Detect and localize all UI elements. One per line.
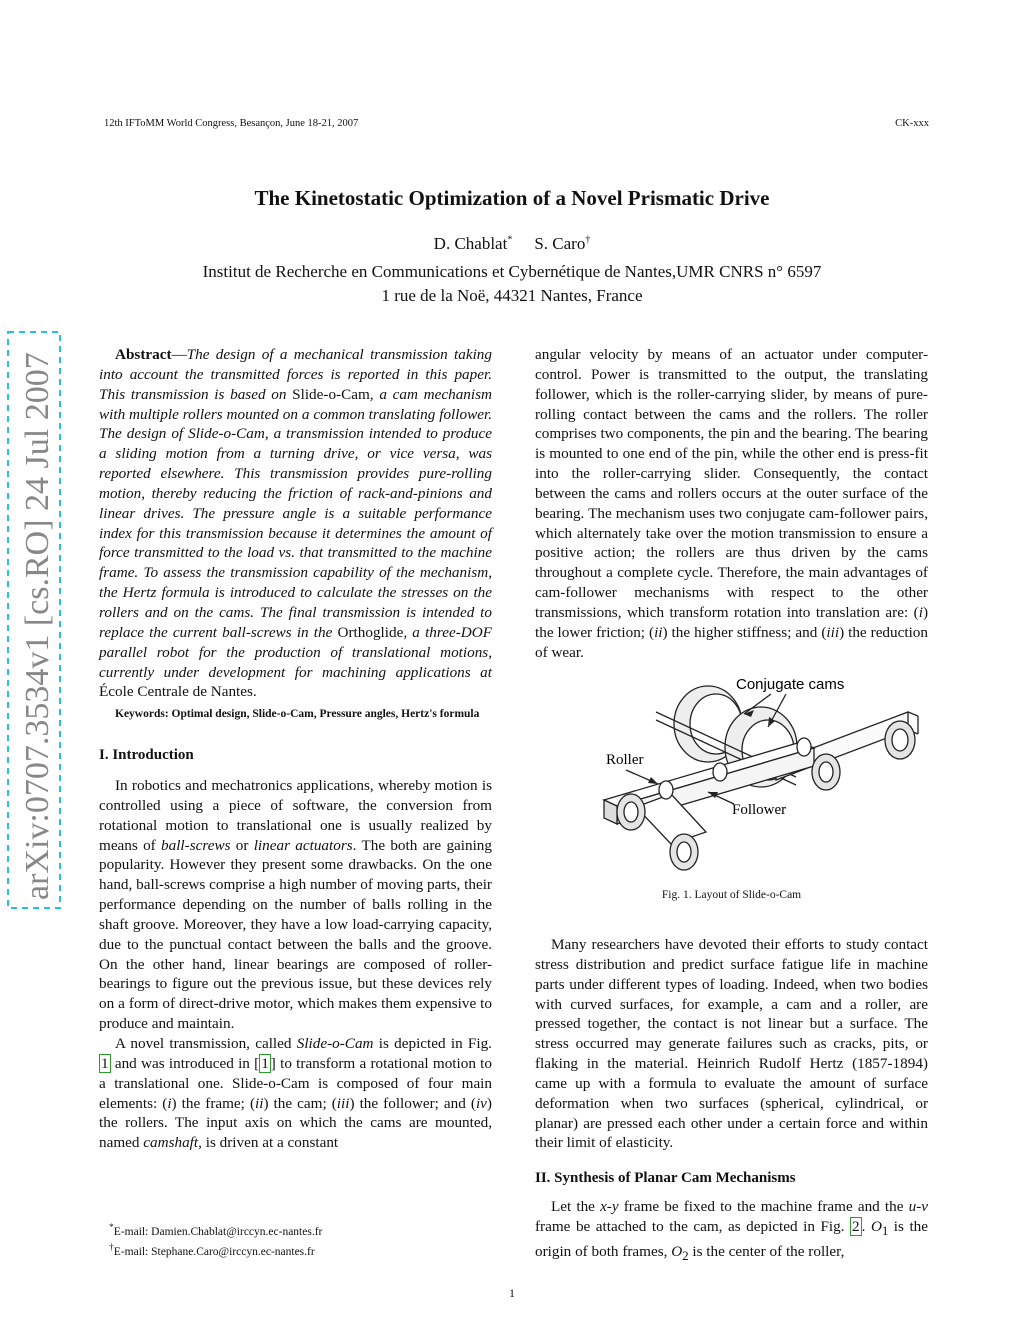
paragraph bbox=[535, 1197, 928, 1267]
text-run: x-y bbox=[600, 1198, 619, 1216]
paragraph: Many researchers have devoted their efforts to study contact stress distribution and predict surface fatigue life in machine parts under different types of loading. Indeed, when two bodies with curved surfaces, for example, a cam and a roller, are pressed together, the contact is not linear but a surface. The stress occurred may generate failures such as cracks, pits, or flaking in the material. Heinrich Rudolf Hertz (1857-1894) came up with a formula to evaluate the amount of surface deformation when two surfaces (spherical, cylindrical, or planar) are pressed each other under a certain force and within their limit of elasticity. bbox=[535, 936, 928, 1152]
abstract bbox=[99, 345, 492, 702]
citation-link[interactable]: 1 bbox=[261, 1054, 269, 1072]
footnote-text: E-mail: Damien.Chablat@irccyn.ec-nantes.fr bbox=[113, 1225, 323, 1238]
text-run: . bbox=[861, 1217, 871, 1235]
author-mark: * bbox=[507, 234, 513, 246]
text-run: 2 bbox=[682, 1248, 689, 1263]
author-caro: S. Caro bbox=[534, 234, 586, 253]
arxiv-stamp-text: arXiv:0707.3534v1 [cs.RO] 24 Jul 2007 bbox=[19, 352, 56, 900]
paragraph bbox=[99, 1034, 492, 1153]
text-run: ] to transform a rotational motion to a translational one. Slide-o-Cam is composed of four main elements: ( bbox=[99, 1054, 492, 1112]
text-run: linear actuators bbox=[253, 836, 353, 854]
abstract-text: École Centrale de Nantes bbox=[99, 683, 253, 701]
authors bbox=[0, 234, 1024, 254]
section-heading: I. Introduction bbox=[99, 747, 194, 764]
abstract-text: , a three-DOF parallel robot for the production of translational motions, currently under development for machining applications at bbox=[99, 623, 492, 681]
figure-slide-o-cam bbox=[596, 672, 936, 884]
label-roller: Roller bbox=[606, 752, 644, 768]
text-run: iv bbox=[475, 1094, 487, 1112]
text-run: camshaft bbox=[143, 1134, 199, 1152]
text-run: i bbox=[167, 1094, 172, 1112]
affiliation: Institut de Recherche en Communications et Cybernétique de Nantes,UMR CNRS n° 6597 bbox=[202, 262, 822, 281]
page-number: 1 bbox=[509, 1286, 515, 1300]
text-run: . The both are gaining popularity. However they present some drawbacks. On the one hand, ball-screws comprise a high number of moving parts, their performance depending on the number of balls rolling in the shaft groove. Moreover, they have a low load-carrying capacity, due to the punctual contact between the balls and the groove. On the other hand, linear bearings are composed of roller-bearings to figure out the previous issue, but these devices rely on a form of direct-drive motor, which makes them expensive to produce and maintain. bbox=[99, 836, 492, 1033]
abstract-text: , a cam mechanism with multiple rollers mounted on a common translating follower. The design of Slide-o-Cam, a transmission intended to produce a sliding motion from a turning drive, or vice versa, was reported elsewhere. This transmission provides pure-rolling motion, thereby reducing the friction of rack-and-pinions and linear drives. The pressure angle is a suitable performance index for this transmission because it determines the amount of force transmitted to the load vs. that transmitted to the machine frame. To assess the transmission capability of the mechanism, the Hertz formula is introduced to calculate the stresses on the rollers and on the cams. The final transmission is intended to replace the current ball-screws in the bbox=[99, 385, 492, 641]
conference-header: 12th IFToMM World Congress, Besançon, June 18-21, 2007 bbox=[104, 118, 359, 129]
footnotes bbox=[99, 1220, 492, 1260]
text-run: ) the cam; ( bbox=[263, 1094, 337, 1112]
text-run: ) the higher stiffness; and ( bbox=[662, 623, 827, 641]
text-run: iii bbox=[826, 623, 840, 641]
text-run: Let the bbox=[551, 1198, 601, 1216]
text-run: ball-screws bbox=[161, 836, 231, 854]
text-run: In robotics and mechatronics applications, whereby motion is controlled using a piece of software, the conversion from rotational motion to translational one is usually realized by means of bbox=[99, 777, 492, 854]
text-run: O bbox=[671, 1242, 683, 1260]
text-run: 1 bbox=[881, 1224, 889, 1238]
text-run: A novel transmission, called bbox=[115, 1035, 297, 1052]
abstract-text: Orthoglide bbox=[337, 623, 404, 641]
text-run: is the origin of both frames, bbox=[535, 1217, 929, 1260]
text-run: i bbox=[918, 603, 923, 621]
abstract-text: . bbox=[252, 683, 257, 701]
text-run: ii bbox=[654, 623, 663, 641]
text-run: ) the frame; ( bbox=[171, 1094, 255, 1112]
address: 1 rue de la Noë, 44321 Nantes, France bbox=[381, 286, 643, 305]
section-heading: II. Synthesis of Planar Cam Mechanisms bbox=[535, 1170, 796, 1187]
keywords bbox=[99, 707, 492, 722]
text-run: ) the lower friction; ( bbox=[535, 603, 928, 641]
footnote-mark: † bbox=[109, 1241, 114, 1253]
footnote-mark: * bbox=[109, 1222, 114, 1233]
text-run: is depicted in Fig. bbox=[373, 1035, 492, 1052]
text-run: O bbox=[870, 1217, 882, 1235]
footnote-text: E-mail: Stephane.Caro@irccyn.ec-nantes.fr bbox=[113, 1245, 315, 1258]
text-run: is the center of the roller, bbox=[688, 1242, 845, 1260]
arxiv-stamp bbox=[6, 330, 62, 910]
figure-caption: Fig. 1. Layout of Slide-o-Cam bbox=[661, 889, 802, 901]
abstract-dash: — bbox=[171, 346, 187, 363]
author-mark: † bbox=[585, 234, 591, 246]
paragraph bbox=[99, 776, 492, 1034]
text-run: ) the reduction of wear. bbox=[535, 623, 928, 661]
slide-o-cam-drawing bbox=[596, 672, 936, 884]
text-run: iii bbox=[336, 1094, 350, 1112]
text-run: , is driven at a constant bbox=[198, 1134, 339, 1152]
text-run: or bbox=[230, 836, 254, 854]
text-run: ) the follower; and ( bbox=[349, 1094, 476, 1112]
label-conjugate-cams: Conjugate cams bbox=[736, 676, 845, 693]
abstract-text: The design of a mechanical transmission taking into account the transmitted forces is reported in this paper. This transmission is based on bbox=[99, 346, 492, 403]
right-column-top bbox=[535, 345, 928, 663]
left-column bbox=[99, 345, 492, 1153]
right-column-bottom bbox=[535, 935, 928, 1267]
text-run: Slide-o-Cam bbox=[296, 1035, 374, 1052]
text-run: ii bbox=[255, 1094, 264, 1112]
text-run: ) the rollers. The input axis on which the cams are mounted, named bbox=[99, 1094, 492, 1152]
text-run: u-v bbox=[908, 1198, 928, 1216]
paper-code: CK-xxx bbox=[895, 118, 929, 129]
label-follower: Follower bbox=[732, 802, 787, 818]
abstract-text: Slide-o-Cam bbox=[292, 385, 370, 403]
figure-link[interactable]: 2 bbox=[852, 1217, 860, 1235]
text-run: angular velocity by means of an actuator under computer-control. Power is transmitted to the output, the translating follower, which is the roller-carrying slider, by means of pure-rolling contact between the cams and the rollers. The roller comprises two components, the pin and the bearing. The bearing is mounted to one end of the pin, while the other end is press-fit into the roller-carrying slider. Consequently, the contact between the cams and rollers occurs at the outer surface of the bearing. The mechanism uses two conjugate cam-follower pairs, which alternately take over the motion transmission to ensure a positive action; the rollers are thus driven by the cams throughout a complete cycle. Therefore, the main advantages of cam-follower mechanisms with respect to the other transmissions, which transform rotation into translation are: ( bbox=[535, 346, 928, 621]
footnote bbox=[99, 1220, 492, 1240]
keywords-label: Keywords: bbox=[115, 708, 169, 721]
paragraph bbox=[535, 345, 928, 663]
text-run: frame be fixed to the machine frame and the bbox=[618, 1198, 909, 1216]
text-run: and was introduced in [ bbox=[110, 1054, 260, 1072]
paper-title: The Kinetostatic Optimization of a Novel Prismatic Drive bbox=[254, 186, 770, 210]
abstract-label: Abstract bbox=[115, 346, 172, 363]
text-run: frame be attached to the cam, as depicted in Fig. bbox=[535, 1217, 851, 1235]
footnote bbox=[99, 1240, 492, 1260]
figure-link[interactable]: 1 bbox=[101, 1054, 109, 1072]
keywords-text: Optimal design, Slide-o-Cam, Pressure angles, Hertz's formula bbox=[168, 708, 480, 721]
author-chablat: D. Chablat bbox=[433, 234, 508, 253]
